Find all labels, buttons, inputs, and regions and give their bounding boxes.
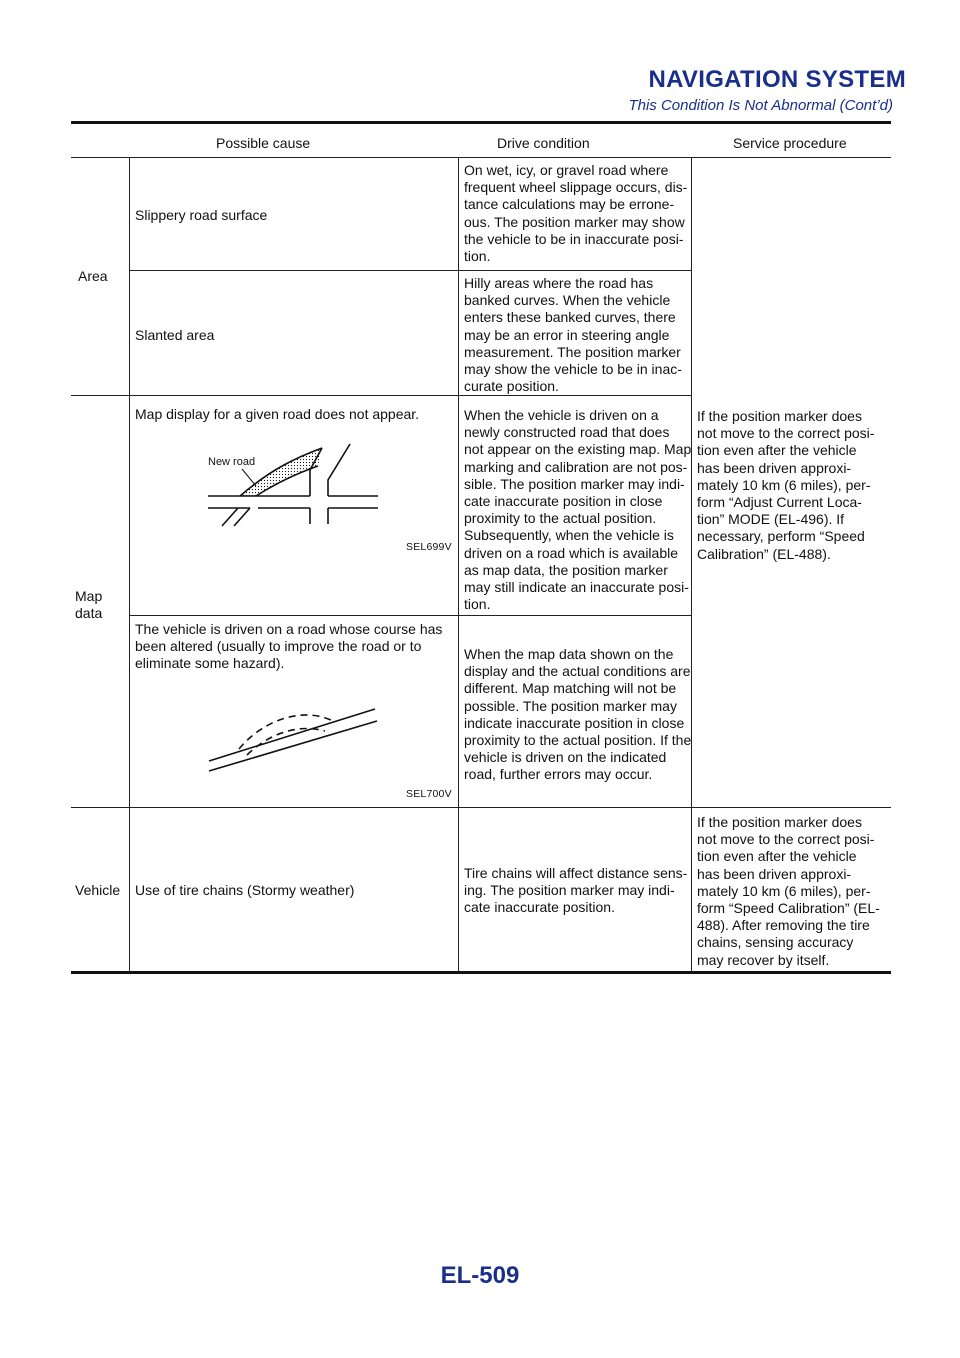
condition-map-display: When the vehicle is driven on a newly constructed road that does not appear on the existing map. Map marking and calibration are not pos- sible. The position marker may indi- cate inaccurate position in close proximity to the actual position. Subsequently, when the vehicle is driven on a road which is available as map data, the position marker may still indicate an inaccurate posi- tion. <box>464 407 692 613</box>
group-label-vehicle: Vehicle <box>75 882 121 898</box>
grid-vline-2 <box>458 157 459 972</box>
condition-road-altered: When the map data shown on the display and the actual conditions are different. Map matching will not be possible. The position marker may indicate inaccurate position in close proximity to the actual position. If the vehicle is driven on the indicated road, further errors may occur. <box>464 646 692 783</box>
table-header-row <box>71 124 891 158</box>
page-subtitle: This Condition Is Not Abnormal (Cont’d) <box>628 97 893 114</box>
cause-slippery-road: Slippery road surface <box>135 207 268 223</box>
figure-caption-sel700v: SEL700V <box>406 788 452 800</box>
service-procedure-shared: If the position marker does not move to the correct posi- tion even after the vehicle has been driven approxi- mately 10 km (6 miles), per- form “Adjust Current Loca- tion” MODE (EL-496). If necessary, perform “Speed Calibration” (EL-488). <box>697 408 875 562</box>
service-procedure-vehicle: If the position marker does not move to the correct posi- tion even after the vehicle has been driven approxi- mately 10 km (6 miles), per- form “Speed Calibration” (EL- 488). After removing the tire chains, sensing accuracy may recover by itself. <box>697 814 880 968</box>
cause-slanted-area: Slanted area <box>135 327 215 343</box>
grid-vline-1 <box>129 157 130 972</box>
cause-road-altered: The vehicle is driven on a road whose course has been altered (usually to improve the road or to eliminate some hazard). <box>135 621 443 672</box>
column-header-cause: Possible cause <box>216 135 311 151</box>
page-number: EL-509 <box>440 1262 520 1289</box>
condition-slippery-road: On wet, icy, or gravel road where frequent wheel slippage occurs, dis- tance calculations may be errone- ous. The position marker may show the vehicle to be in inaccurate posi- tion. <box>464 162 688 265</box>
table-bottom-rule <box>71 971 891 974</box>
group-label-area: Area <box>78 268 108 284</box>
grid-hline-area <box>129 270 691 271</box>
condition-tire-chains: Tire chains will affect distance sens- ing. The position marker may indi- cate inaccurate position. <box>464 865 688 916</box>
column-header-service: Service procedure <box>733 135 847 151</box>
column-header-condition: Drive condition <box>497 135 590 151</box>
new-road-diagram <box>200 440 390 530</box>
figure-caption-sel699v: SEL699V <box>406 541 452 553</box>
condition-slanted-area: Hilly areas where the road has banked curves. When the vehicle enters these banked curves, there may be an error in steering angle measurement. The position marker may show the vehicle to be in inac- curate position. <box>464 275 682 395</box>
altered-road-diagram <box>205 705 385 775</box>
grid-hline-map <box>129 615 691 616</box>
cause-map-display: Map display for a given road does not appear. <box>135 406 420 422</box>
new-road-label: New road <box>208 456 256 468</box>
grid-hline-map-end <box>71 807 891 808</box>
page-title: NAVIGATION SYSTEM <box>648 66 906 93</box>
cause-tire-chains: Use of tire chains (Stormy weather) <box>135 882 355 898</box>
group-label-map-data: Map data <box>75 588 103 622</box>
